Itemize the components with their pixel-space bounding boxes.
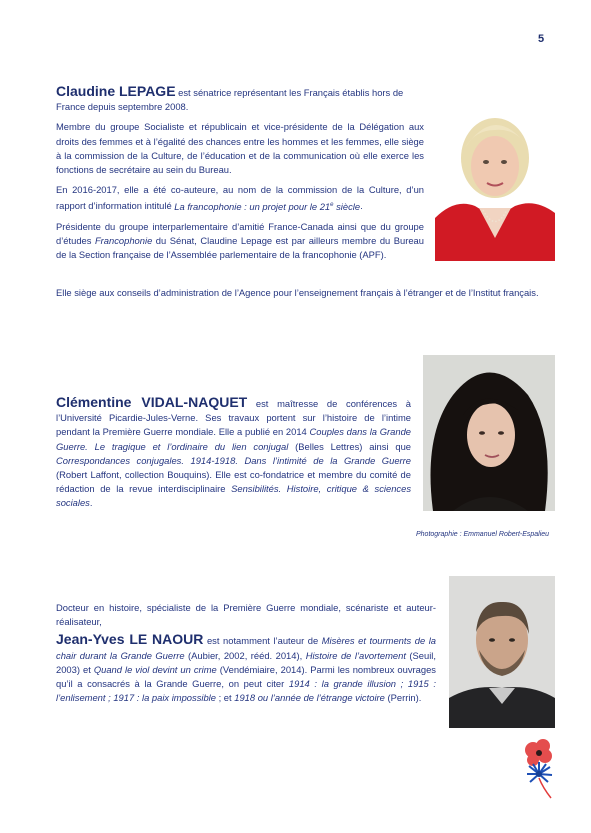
lenaour-book-5: 1918 ou l’année de l’étrange victoire	[234, 692, 385, 704]
lepage-portrait-photo	[435, 88, 555, 261]
lenaour-book-3: Quand le viol devint un crime	[93, 663, 217, 675]
lepage-p3-italic: Francophonie	[94, 234, 153, 246]
lepage-name: Claudine LEPAGE	[56, 83, 176, 99]
lepage-report-title-text: La francophonie : un projet pour le 21	[174, 200, 331, 212]
lepage-paragraph-3	[56, 220, 424, 263]
lenaour-name: Jean-Yves LE NAOUR	[56, 631, 204, 648]
lepage-bio	[56, 84, 424, 268]
lenaour-book-4: 1914 : la grande illusion ; 1915 : l’enlisement ; 1917 : la paix impossible	[56, 678, 436, 704]
lepage-p3-text-2: du Sénat, Claudine Lepage est par ailleurs membre du Bureau de la Section française de l’Assemblée parlementaire de la francophonie (APF).	[56, 234, 424, 261]
lenaour-lead: Docteur en histoire, spécialiste de la Première Guerre mondiale, scénariste et auteur-réalisateur,	[56, 602, 436, 628]
vidal-text-1: est maîtresse de conférences à l’Université Picardie-Jules-Verne. Ses travaux portent sur l’histoire de l’intime pendant la Première Guerre mondiale. Elle a publié en 2014	[56, 398, 411, 438]
lenaour-text-4: (Vendémiaire, 2014). Parmi les nombreux ouvrages qu’il a consacrés à la Grande Guerre, on peut citer	[56, 663, 436, 690]
lenaour-text-1: est notamment l’auteur de	[203, 635, 322, 647]
lenaour-main-text	[56, 632, 436, 705]
lepage-intro	[56, 84, 424, 114]
lenaour-text-2: (Aubier, 2002, rééd. 2014),	[184, 649, 306, 661]
lepage-report-title-end: siècle	[333, 200, 361, 212]
vidal-book-2: Correspondances conjugales. 1914-1918. Dans l’intimité de la Grande Guerre	[56, 454, 411, 466]
poppy-cornflower-logo	[519, 738, 559, 800]
vidal-portrait-photo	[423, 355, 555, 511]
lenaour-text-5: ; et	[215, 692, 235, 704]
lepage-p3-text: Présidente du groupe interparlementaire d’amitié France-Canada ainsi que du groupe d’études	[56, 220, 424, 246]
lenaour-book-2: Histoire de l’avortement	[305, 649, 406, 661]
vidal-journal: Sensibilités. Histoire, critique & sciences sociales	[56, 483, 412, 509]
lepage-report-title	[174, 201, 360, 212]
lepage-report-sup: e	[330, 201, 334, 208]
lenaour-portrait-photo	[449, 576, 555, 728]
vidal-text-3: (Robert Laffont, collection Bouquins). Elle est co-fondatrice et membre du comité de rédaction de la revue interdisciplinaire	[56, 469, 411, 495]
lepage-paragraph-1: Membre du groupe Socialiste et républicain et vice-présidente de la Délégation aux droits des femmes et à l’égalité des chances entre les hommes et les femmes, elle siège à la commission de la Culture, de l’éducation et de la communication où elle exerce les fonctions de secrétaire au sein du Bureau.	[56, 121, 424, 176]
lenaour-text-6: (Perrin).	[384, 692, 422, 704]
lenaour-text-3: (Seuil, 2003) et	[56, 649, 436, 675]
lenaour-bio	[56, 601, 436, 705]
page-number: 5	[538, 33, 545, 45]
vidal-book-1: Couples dans la Grande Guerre. Le tragique et l’ordinaire du lien conjugal	[56, 426, 412, 452]
vidal-bio	[56, 395, 411, 511]
vidal-text-2: (Belles Lettres) ainsi que	[288, 440, 411, 452]
lepage-paragraph-4: Elle siège aux conseils d’administration de l’Agence pour l’enseignement français à l’étranger et de l’Institut français.	[56, 287, 539, 298]
vidal-name: Clémentine VIDAL-NAQUET	[56, 394, 248, 410]
lepage-p2-dot: .	[360, 200, 363, 212]
vidal-text-4: .	[89, 497, 93, 509]
lepage-paragraph-2	[56, 183, 424, 214]
lepage-p2-text: En 2016-2017, elle a été co-auteure, au nom de la commission de la Culture, d’un rapport d’information intitulé	[56, 184, 424, 212]
photo-credit: Photographie : Emmanuel Robert-Espalieu	[416, 531, 550, 538]
lepage-intro-text: est sénatrice représentant les Français établis hors de France depuis septembre 2008.	[56, 87, 404, 113]
lenaour-book-1: Misères et tourments de la chair durant la Grande Guerre	[56, 635, 437, 661]
